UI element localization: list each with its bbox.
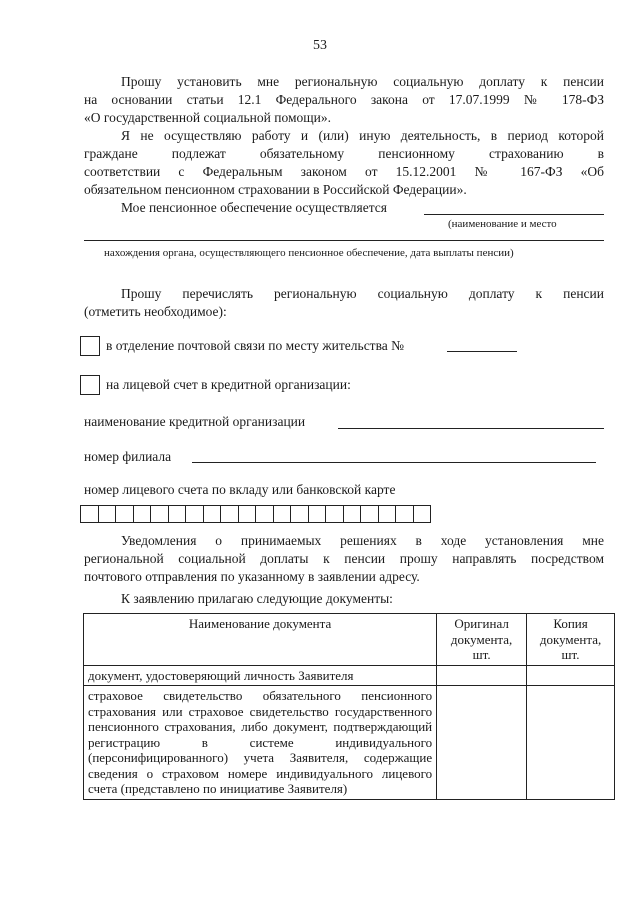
account-digit-cell[interactable] xyxy=(290,505,308,523)
post-office-checkbox[interactable] xyxy=(80,336,100,356)
row2-document-name: страховое свидетельство обязательного пенсионного страхования или страховое свидетельство государственного пенсионного страхования, либо документ, подтверждающий регистрацию в системе индивидуального (персонифицированного) учета Заявителя, содержащие сведения о страховом номере индивидуального лицевого счета (представлено по инициативе Заявителя) xyxy=(84,686,437,800)
header-original: Оригинал документа, шт. xyxy=(437,614,527,666)
branch-field[interactable] xyxy=(192,462,596,463)
bank-account-label: на лицевой счет в кредитной организации: xyxy=(106,377,351,392)
account-digit-cell[interactable] xyxy=(133,505,151,523)
account-digit-cell[interactable] xyxy=(220,505,238,523)
attachments-intro: К заявлению прилагаю следующие документы: xyxy=(121,591,393,606)
notice-line3: почтового отправления по указанному в заявлении адресу. xyxy=(84,569,420,584)
account-number-cells[interactable] xyxy=(80,505,431,523)
transfer-line1: Прошу перечислять региональную социальную доплату к пенсии xyxy=(121,286,604,301)
pension-hint1: (наименование и место xyxy=(448,218,557,230)
account-digit-cell[interactable] xyxy=(185,505,203,523)
row1-original-cell[interactable] xyxy=(437,665,527,686)
para1-line1: Прошу установить мне региональную социальную доплату к пенсии xyxy=(121,74,604,89)
row1-document-name: документ, удостоверяющий личность Заявителя xyxy=(84,665,437,686)
account-digit-cell[interactable] xyxy=(325,505,343,523)
account-digit-cell[interactable] xyxy=(115,505,133,523)
para2-line2: граждане подлежат обязательному пенсионному страхованию в xyxy=(84,146,604,161)
account-digit-cell[interactable] xyxy=(98,505,116,523)
table-header-row xyxy=(84,614,615,666)
table-row xyxy=(84,665,615,686)
para1-line2: на основании статьи 12.1 Федерального закона от 17.07.1999 № 178-ФЗ xyxy=(84,92,604,107)
pension-blank[interactable] xyxy=(424,214,604,215)
account-digit-cell[interactable] xyxy=(150,505,168,523)
row1-copy-cell[interactable] xyxy=(527,665,615,686)
transfer-line2: (отметить необходимое): xyxy=(84,304,227,319)
para2-line1: Я не осуществляю работу и (или) иную деятельность, в период которой xyxy=(121,128,604,143)
account-digit-cell[interactable] xyxy=(238,505,256,523)
account-digit-cell[interactable] xyxy=(413,505,432,523)
account-digit-cell[interactable] xyxy=(395,505,413,523)
branch-label: номер филиала xyxy=(84,449,172,464)
account-digit-cell[interactable] xyxy=(203,505,221,523)
pension-blank-2[interactable] xyxy=(84,240,604,241)
bank-name-label: наименование кредитной организации xyxy=(84,414,306,429)
pension-hint2: нахождения органа, осуществляющего пенсионное обеспечение, дата выплаты пенсии) xyxy=(104,247,514,259)
post-office-label: в отделение почтовой связи по месту жительства № xyxy=(106,338,405,353)
account-digit-cell[interactable] xyxy=(308,505,326,523)
documents-table xyxy=(83,613,615,800)
account-label: номер лицевого счета по вкладу или банковской карте xyxy=(84,482,396,497)
account-digit-cell[interactable] xyxy=(273,505,291,523)
bank-name-field[interactable] xyxy=(338,428,604,429)
account-digit-cell[interactable] xyxy=(360,505,378,523)
notice-line1: Уведомления о принимаемых решениях в ходе установления мне xyxy=(121,533,604,548)
account-digit-cell[interactable] xyxy=(80,505,98,523)
row2-original-cell[interactable] xyxy=(437,686,527,800)
para2-line3: соответствии с Федеральным законом от 15.12.2001 № 167-ФЗ «Об xyxy=(84,164,604,179)
account-digit-cell[interactable] xyxy=(255,505,273,523)
account-digit-cell[interactable] xyxy=(378,505,396,523)
bank-account-checkbox[interactable] xyxy=(80,375,100,395)
account-digit-cell[interactable] xyxy=(343,505,361,523)
para2-line4: обязательном пенсионном страховании в Российской Федерации». xyxy=(84,182,467,197)
page-number: 53 xyxy=(313,38,327,53)
post-office-number-field[interactable] xyxy=(447,351,517,352)
row2-copy-cell[interactable] xyxy=(527,686,615,800)
header-document-name: Наименование документа xyxy=(84,614,437,666)
para1-line3: «О государственной социальной помощи». xyxy=(84,110,331,125)
pension-label: Мое пенсионное обеспечение осуществляется xyxy=(121,200,387,215)
header-copy: Копия документа, шт. xyxy=(527,614,615,666)
account-digit-cell[interactable] xyxy=(168,505,186,523)
table-row xyxy=(84,686,615,800)
notice-line2: региональной социальной доплаты к пенсии прошу направлять посредством xyxy=(84,551,604,566)
